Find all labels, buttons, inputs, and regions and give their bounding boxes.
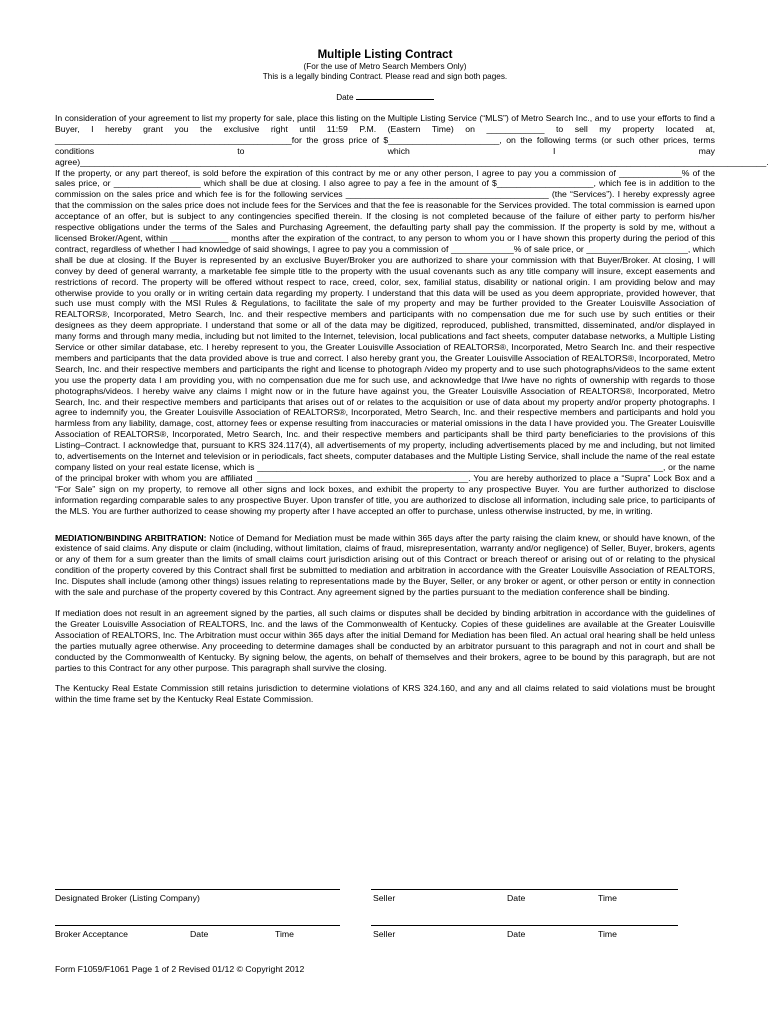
time-label-1: Time xyxy=(598,893,617,903)
seller-signature-line-1[interactable] xyxy=(371,889,678,890)
date-label-2: Date xyxy=(507,929,526,939)
mediation-text: Notice of Demand for Mediation must be made within 365 days after the party raising the claim knew, or should have known, of the existence of said claims. Any dispute or claim (including, without limitation, claims of fraud, misrepresentation, warranty and/or negligence) of Seller, Buyer, brokers, agents or any of them for a sum greater than the limits of small claims court jurisdiction arising out of this Contract or breach thereof or arising out of or relating to the physical condition of the property covered by this Contract shall first be submitted to mediation and arbitration in accordance with the Greater Louisville Association of REALTORS, Inc. Disputes shall include (among other things) issues relating to representations made by the Buyer, Seller, or any broker or agent, or other person or entity in connection with the sale and purchase of the property covered by this Contract. Any agreement signed by the parties pursuant to the mediation conference shall be binding. xyxy=(55,532,715,598)
date-label-1: Date xyxy=(507,893,526,903)
commission-paragraph: If the property, or any part thereof, is sold before the expiration of this contract by me or any other person, I agree to pay you a commission of _____________% of the sales price, or __________________ which shall be due at closing. I also agree to pay a fee in the amount of $____________________, which fee is in addition to the commission on the sales price and which fee is for the following services __________________________________________ (the “Services”). I hereby expressly agree that the commission on the sales price does not include fees for the Services and that the fee is reasonable for the Services provided. The total commission is earned upon acceptance of an offer, but is subject to any contingencies specified therein. If the closing is not completed because of the failure of either party to perform his/her respective obligations under the terms of the Sales and Purchasing Agreement, the defaulting party shall pay the commission. If the property is sold by me, without a licensed Broker/Agent, within ____________ months after the expiration of the contract, to any person to whom you or I have shown this property during the period of this contract, regardless of whether I had knowledge of said showings, I agree to pay you a commission of _____________% of sale price, or _____________________, which shall be due at closing. If the Buyer is represented by an exclusive Buyer/Broker you are authorized to share your commission with that Buyer/Broker. At closing, I will convey by deed of general warranty, a marketable fee simple title to the property with the usual covenants such as any title company will insure, except easements and restrictions of record. The property will be offered without respect to race, creed, color, sex, familial status, disability or national origin. I am providing below and may otherwise provide to you orally or in writing certain data regarding my property. I understand that this data will be used as you deem appropriate, provided however, that such use must comply with the MSI Rules & Regulations, to facilitate the sale of my property and may be further provided to the Greater Louisville Association of REALTORS®, Incorporated, Metro Search, Inc. and their respective members and participants with no compensation due me for such use by such entities or their designees as they deem appropriate. I understand that some or all of the data may be digitized, reproduced, published, transmitted, disseminated, and/or displayed in many forms and through many media, including but not limited to the Internet, television, local publications and fact sheets, computer database networks, a Multiple Listing Service or other similar database, etc. I hereby represent to you, the Greater Louisville Association of REALTORS®, Incorporated, Metro Search Inc. and their respective members and participants that the data provided above is true and correct. I also hereby grant you, the Greater Louisville Association of REALTORS®, Incorporated, Metro Search, Inc. and their respective members and participants the right and license to photograph /video my property and to use such photographs/videos to the same extent you use the property data I am providing you, with no compensation due me for such use, and acknowledge that I/we have no rights of ownership with regards to those photographs/videos. I hereby waive any claims I might now or in the future have against you, the Greater Louisville Association of REALTORS®, Incorporated, Metro Search, Inc. and their respective members and participants that arises out of or relates to the acquisition or use of data about my property and/or property photographs. I agree to indemnify you, the Greater Louisville Association of REALTORS®, Incorporated, Metro Search, Inc. and their respective members and participants and hold you harmless from any liability, damage, cost, attorney fees or expense resulting from inaccuracies or material omissions in the data I have provided you. The Greater Louisville Association of REALTORS®, Incorporated, Metro Search, Inc. and their respective members and participants shall be third party beneficiaries to the provisions of this Listing–Contract. I acknowledge that, pursuant to KRS 324.117(4), all advertisements of my property, including advertisements placed by me and including, but not limited to, advertisements on the Internet and television or in periodicals, fact sheets, computer databases and the Multiple Listing Service, shall include the name of the real estate company listed on your real estate license, which is ____________________________________________________________________________________, or the name of the principal broker with whom you are affiliated ____________________________________________. You are hereby authorized to place a “Supra” Lock Box and a “For Sale” sign on my property, to remove all other signs and lock boxes, and exhibit the property to any prospective Buyer. You are further authorized to disclose information regarding comparable sales to any prospective Buyer. Upon transfer of title, you are authorized to disclose all information, including sale price, to participants of the MLS. You are further authorized to cease showing my property after I have accepted an offer to purchase, unless otherwise instructed, by me, in writing. xyxy=(55,167,715,516)
subtitle-legally-binding: This is a legally binding Contract. Please read and sign both pages. xyxy=(262,72,508,81)
arbitration-paragraph: If mediation does not result in an agreement signed by the parties, all such claims or disputes shall be decided by binding arbitration in accordance with the guidelines of the Greater Louisville Association of REALTORS, Inc. and the laws of the Commonwealth of Kentucky. Copies of these guidelines are available at the Greater Louisville Association of REALTORS, Inc. The Arbitration must occur within 365 days after the initial Demand for Mediation has been filed. An actual oral hearing shall be held unless the parties mutually agree otherwise. Any proceeding to determine damages shall be conducted by an arbitrator pursuant to this paragraph and not in court and shall be conducted by the Commonwealth of Kentucky. By signing below, the agents, on behalf of themselves and their brokers, agree to be bound by this paragraph, but are not parties to this Contract for any other purpose. This paragraph shall survive the closing. xyxy=(55,607,715,673)
designated-broker-signature-line[interactable] xyxy=(55,889,340,890)
subtitle-members-only: (For the use of Metro Search Members Only) xyxy=(303,62,467,71)
consideration-paragraph: In consideration of your agreement to list my property for sale, place this listing on the Multiple Listing Service (“MLS”) of Metro Search Inc., and to use your efforts to find a Buyer, I hereby grant you the exclusive right until 11:59 P.M. (Eastern Time) on ____________ to sell my property located at, _________________________________________________for the gross price of $_______________________, on the following terms (or such other prices, terms conditions to which I may agree)______________________________________________________________________________________________________________________________________________. xyxy=(55,113,769,167)
seller-label-2: Seller xyxy=(373,929,396,939)
contract-page xyxy=(55,48,769,705)
form-footer: Form F1059/F1061 Page 1 of 2 Revised 01/12 © Copyright 2012 xyxy=(55,964,305,974)
broker-acceptance-label: Broker Acceptance xyxy=(55,929,128,939)
date-row xyxy=(55,91,715,103)
mediation-paragraph xyxy=(55,533,715,598)
document-title: Multiple Listing Contract xyxy=(317,49,453,61)
broker-acceptance-signature-line[interactable] xyxy=(55,925,340,926)
broker-acceptance-time-label: Time xyxy=(275,929,294,939)
time-label-2: Time xyxy=(598,929,617,939)
krec-paragraph: The Kentucky Real Estate Commission still retains jurisdiction to determine violations of KRS 324.160, and any and all claims related to said violations must be brought within the time frame set by the Kentucky Real Estate Commission. xyxy=(55,683,715,705)
seller-signature-line-2[interactable] xyxy=(371,925,678,926)
mediation-heading: MEDIATION/BINDING ARBITRATION: xyxy=(55,532,207,543)
date-field[interactable] xyxy=(356,91,434,100)
designated-broker-label: Designated Broker (Listing Company) xyxy=(55,893,200,903)
date-label: Date xyxy=(336,93,354,102)
seller-label-1: Seller xyxy=(373,893,396,903)
broker-acceptance-date-label: Date xyxy=(190,929,209,939)
